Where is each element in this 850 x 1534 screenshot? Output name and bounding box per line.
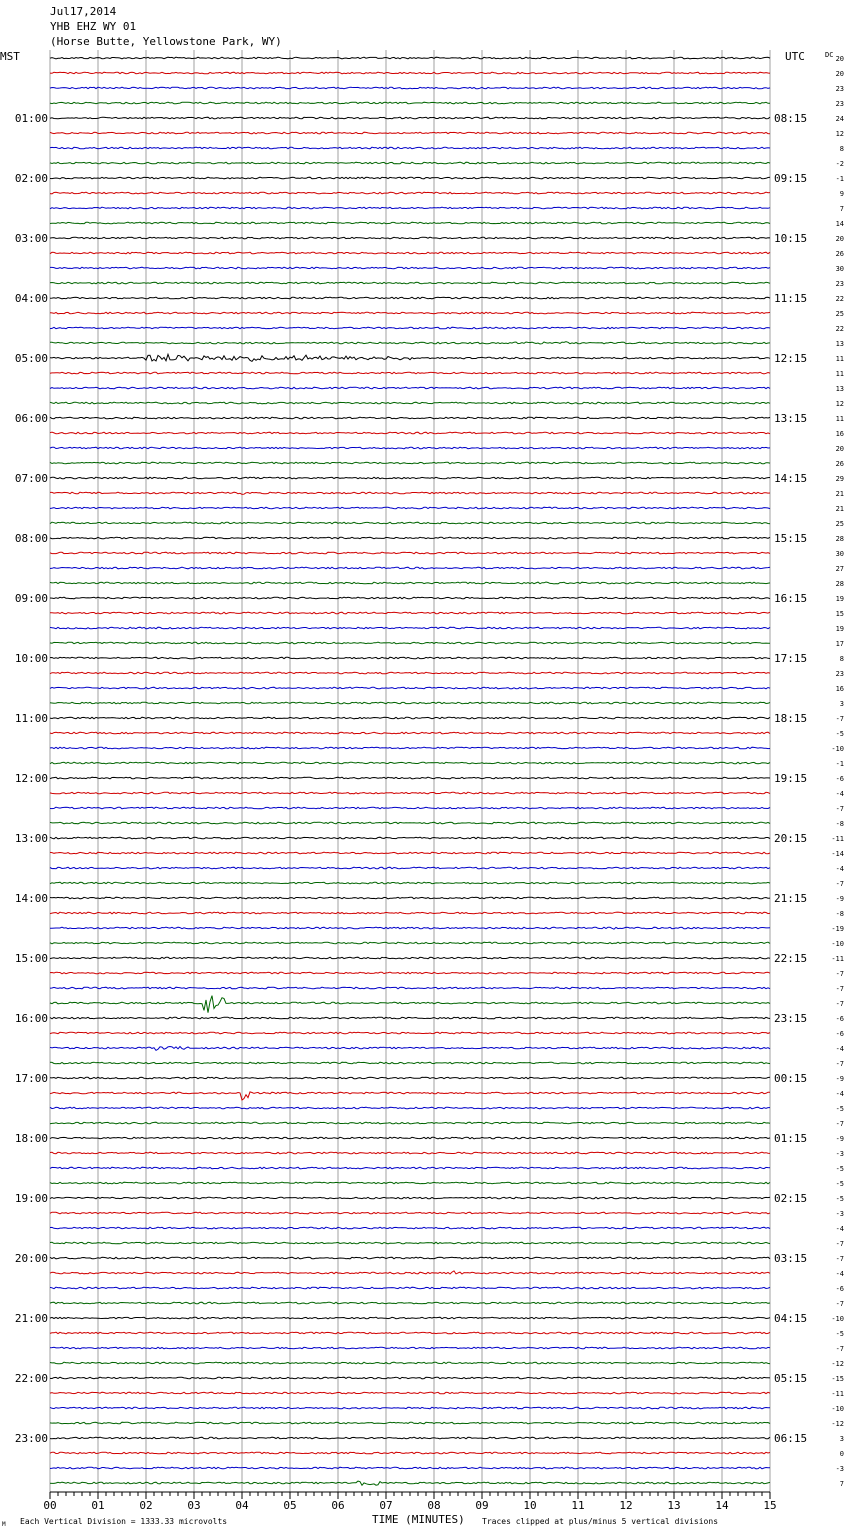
trace-line — [50, 57, 770, 59]
trace-line — [50, 657, 770, 659]
trace-line — [50, 912, 770, 914]
dc-offset-label: -10 — [831, 940, 844, 948]
dc-offset-label: 23 — [835, 100, 844, 108]
mst-hour-label: 11:00 — [14, 712, 48, 725]
scale-note: Each Vertical Division = 1333.33 microvolts — [20, 1517, 228, 1526]
x-axis-title: TIME (MINUTES) — [372, 1513, 465, 1526]
trace-line — [50, 1227, 770, 1229]
dc-offset-label: 14 — [835, 220, 844, 228]
utc-hour-label: 15:15 — [774, 532, 808, 545]
trace-line — [50, 1047, 770, 1051]
dc-offset-label: 15 — [835, 610, 844, 618]
trace-line — [50, 147, 770, 149]
trace-line — [50, 897, 770, 899]
utc-hour-label: 06:15 — [774, 1432, 808, 1445]
utc-hour-label: 19:15 — [774, 772, 808, 785]
trace-line — [50, 702, 770, 704]
dc-offset-label: -7 — [835, 715, 844, 723]
dc-offset-label: 25 — [835, 520, 844, 528]
trace-line — [50, 1122, 770, 1124]
trace-line — [50, 942, 770, 944]
dc-offset-label: -4 — [835, 865, 844, 873]
trace-line — [50, 1377, 770, 1379]
trace-line — [50, 1392, 770, 1394]
trace-line — [50, 927, 770, 929]
trace-line — [50, 477, 770, 479]
dc-offset-label: -9 — [835, 1075, 844, 1083]
seismic-traces — [50, 57, 770, 1485]
dc-offset-label: 19 — [835, 625, 844, 633]
mst-hour-label: 04:00 — [14, 292, 48, 305]
trace-line — [50, 132, 770, 134]
x-tick-label: 00 — [43, 1499, 57, 1512]
dc-offset-label: 8 — [839, 655, 844, 663]
dc-offset-label: -3 — [835, 1210, 844, 1218]
trace-line — [50, 1077, 770, 1079]
utc-hour-label: 21:15 — [774, 892, 808, 905]
trace-line — [50, 462, 770, 464]
dc-offset-label: -4 — [835, 1090, 844, 1098]
dc-offset-label: 13 — [835, 385, 844, 393]
mst-hour-label: 15:00 — [14, 952, 48, 965]
trace-line — [50, 1152, 770, 1154]
dc-offset-label: 26 — [835, 250, 844, 258]
dc-offset-label: -10 — [831, 1315, 844, 1323]
trace-line — [50, 1092, 770, 1100]
dc-offset-label: -7 — [835, 1000, 844, 1008]
dc-offset-label: 12 — [835, 130, 844, 138]
dc-offset-label: 30 — [835, 265, 844, 273]
dc-offset-label: -5 — [835, 1180, 844, 1188]
dc-offset-label: 20 — [835, 445, 844, 453]
trace-line — [50, 252, 770, 254]
dc-offset-label: -5 — [835, 1105, 844, 1113]
dc-offset-label: 11 — [835, 355, 844, 363]
utc-hour-label: 18:15 — [774, 712, 808, 725]
plot-date: Jul17,2014 — [50, 5, 117, 18]
dc-offset-label: -12 — [831, 1420, 844, 1428]
x-tick-label: 03 — [187, 1499, 201, 1512]
dc-offset-label: -12 — [831, 1360, 844, 1368]
dc-offset-label: -6 — [835, 1285, 844, 1293]
trace-line — [50, 492, 770, 494]
trace-line — [50, 732, 770, 734]
mst-hour-label: 07:00 — [14, 472, 48, 485]
x-tick-label: 14 — [715, 1499, 729, 1512]
x-tick-label: 06 — [331, 1499, 345, 1512]
trace-line — [50, 852, 770, 854]
dc-offset-label: -7 — [835, 985, 844, 993]
dc-offset-label: -5 — [835, 1195, 844, 1203]
x-tick-label: 12 — [619, 1499, 633, 1512]
dc-offset-label: -14 — [831, 850, 844, 858]
trace-line — [50, 1407, 770, 1409]
trace-line — [50, 597, 770, 599]
trace-line — [50, 822, 770, 824]
dc-offset-label: -15 — [831, 1375, 844, 1383]
dc-offset-label: 22 — [835, 325, 844, 333]
trace-line — [50, 354, 770, 361]
trace-line — [50, 996, 770, 1013]
trace-line — [50, 102, 770, 104]
x-tick-label: 09 — [475, 1499, 489, 1512]
dc-offset-label: -5 — [835, 1165, 844, 1173]
trace-line — [50, 1481, 770, 1485]
trace-line — [50, 957, 770, 959]
x-tick-label: 10 — [523, 1499, 537, 1512]
dc-offset-label: -6 — [835, 775, 844, 783]
utc-hour-label: 22:15 — [774, 952, 808, 965]
trace-line — [50, 1302, 770, 1304]
dc-offset-label: 7 — [839, 205, 844, 213]
dc-offset-label: -8 — [835, 820, 844, 828]
mst-hour-label: 22:00 — [14, 1372, 48, 1385]
x-tick-label: 01 — [91, 1499, 105, 1512]
trace-line — [50, 627, 770, 629]
dc-offset-label: 3 — [839, 1435, 844, 1443]
utc-hour-label: 08:15 — [774, 112, 808, 125]
dc-offset-label: -11 — [831, 955, 844, 963]
trace-line — [50, 972, 770, 974]
dc-header-label: DC — [825, 51, 834, 59]
dc-offset-label: 24 — [835, 115, 844, 123]
trace-line — [50, 432, 770, 434]
trace-line — [50, 237, 770, 239]
utc-hour-label: 14:15 — [774, 472, 808, 485]
trace-line — [50, 642, 770, 644]
dc-offset-label: 0 — [839, 1450, 844, 1458]
trace-line — [50, 207, 770, 209]
mst-hour-label: 03:00 — [14, 232, 48, 245]
trace-line — [50, 417, 770, 419]
trace-line — [50, 1107, 770, 1109]
dc-offset-label: -10 — [831, 1405, 844, 1413]
trace-line — [50, 177, 770, 179]
utc-hour-label: 01:15 — [774, 1132, 808, 1145]
utc-hour-label: 09:15 — [774, 172, 808, 185]
trace-line — [50, 1212, 770, 1214]
trace-line — [50, 777, 770, 779]
mst-hour-label: 17:00 — [14, 1072, 48, 1085]
trace-line — [50, 447, 770, 449]
dc-offset-label: 20 — [835, 55, 844, 63]
trace-line — [50, 297, 770, 299]
utc-hour-label: 04:15 — [774, 1312, 808, 1325]
dc-offset-label: 26 — [835, 460, 844, 468]
trace-line — [50, 582, 770, 584]
dc-offset-label: -9 — [835, 895, 844, 903]
x-tick-label: 08 — [427, 1499, 441, 1512]
trace-line — [50, 1422, 770, 1424]
dc-offset-label: -8 — [835, 910, 844, 918]
dc-offset-label: -7 — [835, 1345, 844, 1353]
dc-offset-label: 29 — [835, 475, 844, 483]
x-tick-label: 04 — [235, 1499, 249, 1512]
dc-offset-label: 25 — [835, 310, 844, 318]
trace-line — [50, 522, 770, 524]
dc-offset-label: 27 — [835, 565, 844, 573]
trace-line — [50, 1287, 770, 1289]
utc-hour-label: 12:15 — [774, 352, 808, 365]
dc-offset-label: -7 — [835, 805, 844, 813]
dc-offset-label: 23 — [835, 670, 844, 678]
dc-offset-label: 23 — [835, 85, 844, 93]
trace-line — [50, 387, 770, 389]
trace-line — [50, 162, 770, 164]
dc-offset-label: 22 — [835, 295, 844, 303]
trace-line — [50, 567, 770, 569]
utc-hour-label: 20:15 — [774, 832, 808, 845]
trace-line — [50, 1062, 770, 1064]
trace-line — [50, 1452, 770, 1454]
station-location: (Horse Butte, Yellowstone Park, WY) — [50, 35, 282, 48]
trace-line — [50, 192, 770, 194]
trace-line — [50, 882, 770, 884]
dc-offset-label: 3 — [839, 700, 844, 708]
dc-offset-label: 16 — [835, 430, 844, 438]
dc-offset-label: 9 — [839, 190, 844, 198]
trace-line — [50, 762, 770, 764]
trace-line — [50, 717, 770, 719]
dc-offset-label: -7 — [835, 1240, 844, 1248]
dc-offset-label: -1 — [835, 175, 844, 183]
x-tick-label: 02 — [139, 1499, 153, 1512]
mst-hour-label: 18:00 — [14, 1132, 48, 1145]
dc-offset-label: 20 — [835, 235, 844, 243]
dc-offset-label: 30 — [835, 550, 844, 558]
dc-offset-label: -7 — [835, 1060, 844, 1068]
dc-offset-label: -7 — [835, 1255, 844, 1263]
trace-line — [50, 1257, 770, 1259]
mst-axis-label: MST — [0, 50, 20, 63]
dc-offset-label: 8 — [839, 145, 844, 153]
dc-offset-label: -7 — [835, 880, 844, 888]
utc-hour-label: 23:15 — [774, 1012, 808, 1025]
dc-offset-label: -7 — [835, 1120, 844, 1128]
trace-line — [50, 87, 770, 89]
trace-line — [50, 1182, 770, 1184]
trace-line — [50, 117, 770, 119]
utc-hour-label: 17:15 — [774, 652, 808, 665]
dc-offset-label: -4 — [835, 1270, 844, 1278]
mst-hour-label: 10:00 — [14, 652, 48, 665]
trace-line — [50, 312, 770, 314]
dc-offset-label: -3 — [835, 1150, 844, 1158]
station-code: YHB EHZ WY 01 — [50, 20, 137, 33]
dc-offset-label: 21 — [835, 505, 844, 513]
dc-offset-label: 16 — [835, 685, 844, 693]
trace-line — [50, 1332, 770, 1334]
utc-hour-label: 00:15 — [774, 1072, 808, 1085]
dc-offset-label: -3 — [835, 1465, 844, 1473]
dc-offset-label: -4 — [835, 790, 844, 798]
dc-offset-label: 11 — [835, 415, 844, 423]
trace-line — [50, 72, 770, 74]
dc-offset-label: -5 — [835, 730, 844, 738]
mst-hour-label: 09:00 — [14, 592, 48, 605]
mst-hour-label: 08:00 — [14, 532, 48, 545]
mst-hour-label: 16:00 — [14, 1012, 48, 1025]
trace-line — [50, 1137, 770, 1139]
trace-line — [50, 1271, 770, 1274]
trace-line — [50, 687, 770, 689]
x-tick-label: 07 — [379, 1499, 393, 1512]
trace-line — [50, 342, 770, 344]
trace-line — [50, 1467, 770, 1469]
clip-note: Traces clipped at plus/minus 5 vertical divisions — [482, 1517, 719, 1526]
utc-hour-label: 03:15 — [774, 1252, 808, 1265]
dc-offset-label: 23 — [835, 280, 844, 288]
trace-line — [50, 282, 770, 284]
trace-line — [50, 1242, 770, 1244]
trace-line — [50, 1032, 770, 1034]
dc-offset-label: 28 — [835, 580, 844, 588]
utc-hour-label: 05:15 — [774, 1372, 808, 1385]
trace-line — [50, 867, 770, 869]
trace-line — [50, 1362, 770, 1364]
trace-line — [50, 747, 770, 749]
dc-offset-label: 11 — [835, 370, 844, 378]
dc-offset-label: 12 — [835, 400, 844, 408]
dc-offset-label: 7 — [839, 1480, 844, 1488]
trace-line — [50, 1317, 770, 1319]
mst-hour-label: 06:00 — [14, 412, 48, 425]
dc-offset-label: -6 — [835, 1015, 844, 1023]
trace-line — [50, 372, 770, 374]
utc-hour-label: 16:15 — [774, 592, 808, 605]
mst-hour-label: 23:00 — [14, 1432, 48, 1445]
trace-line — [50, 1197, 770, 1199]
dc-offset-label: 21 — [835, 490, 844, 498]
mst-hour-label: 02:00 — [14, 172, 48, 185]
trace-line — [50, 327, 770, 329]
trace-line — [50, 267, 770, 269]
x-tick-label: 13 — [667, 1499, 681, 1512]
dc-offset-label: -11 — [831, 1390, 844, 1398]
footer-mark: M — [2, 1521, 6, 1528]
dc-offset-label: -2 — [835, 160, 844, 168]
trace-line — [50, 672, 770, 674]
trace-line — [50, 792, 770, 794]
utc-hour-label: 13:15 — [774, 412, 808, 425]
dc-offset-label: -10 — [831, 745, 844, 753]
trace-line — [50, 807, 770, 809]
x-tick-label: 15 — [763, 1499, 777, 1512]
trace-line — [50, 537, 770, 539]
mst-hour-label: 12:00 — [14, 772, 48, 785]
trace-line — [50, 1347, 770, 1349]
mst-hour-label: 19:00 — [14, 1192, 48, 1205]
x-tick-label: 11 — [571, 1499, 585, 1512]
dc-offset-label: 20 — [835, 70, 844, 78]
trace-line — [50, 552, 770, 554]
dc-offset-label: 28 — [835, 535, 844, 543]
x-tick-label: 05 — [283, 1499, 297, 1512]
dc-offset-label: -1 — [835, 760, 844, 768]
trace-line — [50, 987, 770, 989]
mst-hour-label: 14:00 — [14, 892, 48, 905]
mst-hour-label: 13:00 — [14, 832, 48, 845]
trace-line — [50, 507, 770, 509]
dc-offset-label: -7 — [835, 1300, 844, 1308]
trace-line — [50, 222, 770, 224]
utc-hour-label: 02:15 — [774, 1192, 808, 1205]
dc-offset-label: -4 — [835, 1225, 844, 1233]
trace-line — [50, 612, 770, 614]
dc-offset-label: 13 — [835, 340, 844, 348]
dc-offset-label: -4 — [835, 1045, 844, 1053]
trace-line — [50, 837, 770, 839]
dc-offset-label: -6 — [835, 1030, 844, 1038]
trace-line — [50, 402, 770, 404]
mst-hour-label: 01:00 — [14, 112, 48, 125]
trace-line — [50, 1167, 770, 1169]
utc-hour-label: 11:15 — [774, 292, 808, 305]
dc-offset-label: -11 — [831, 835, 844, 843]
trace-line — [50, 1437, 770, 1439]
utc-hour-label: 10:15 — [774, 232, 808, 245]
axis-labels — [0, 50, 844, 1528]
utc-axis-label: UTC — [785, 50, 805, 63]
mst-hour-label: 05:00 — [14, 352, 48, 365]
mst-hour-label: 20:00 — [14, 1252, 48, 1265]
trace-line — [50, 1017, 770, 1019]
dc-offset-label: -7 — [835, 970, 844, 978]
dc-offset-label: 17 — [835, 640, 844, 648]
dc-offset-label: -9 — [835, 1135, 844, 1143]
mst-hour-label: 21:00 — [14, 1312, 48, 1325]
dc-offset-label: -19 — [831, 925, 844, 933]
dc-offset-label: -5 — [835, 1330, 844, 1338]
dc-offset-label: 19 — [835, 595, 844, 603]
